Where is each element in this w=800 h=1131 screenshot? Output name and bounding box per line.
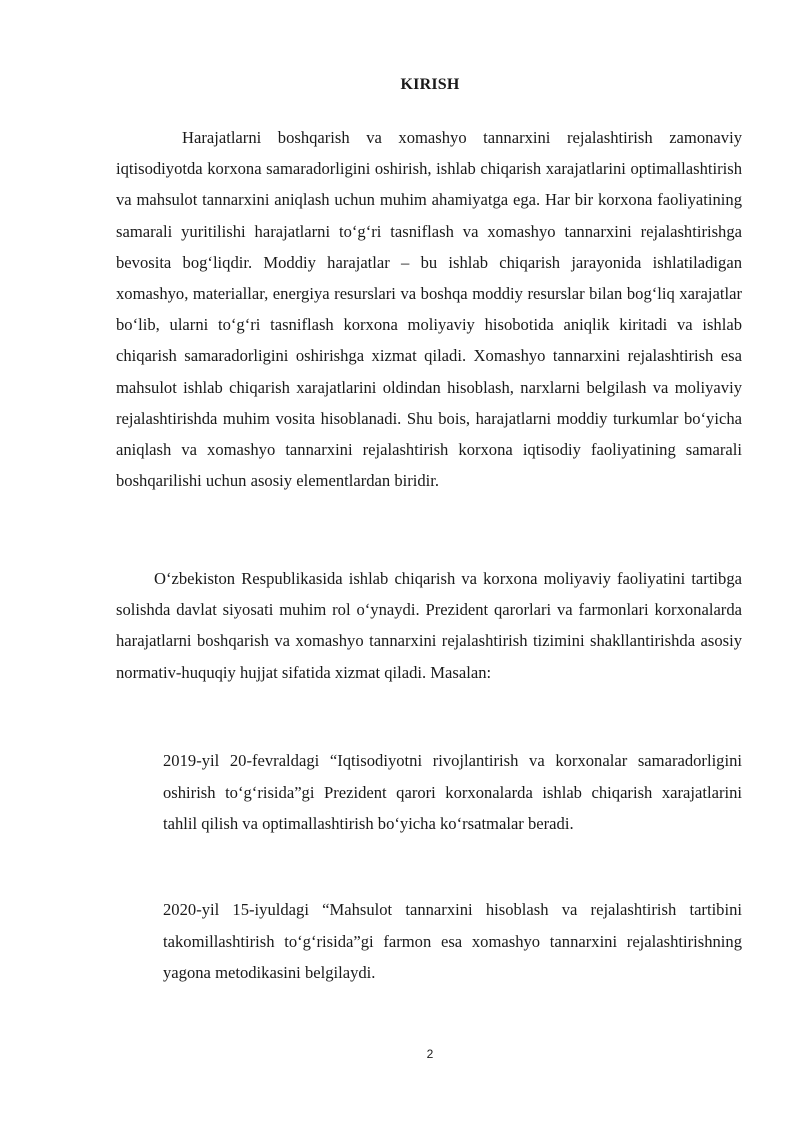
page-number: 2 [426,1047,434,1061]
intro-paragraph-2: O‘zbekiston Respublikasida ishlab chiqarish va korxona moliyaviy faoliyatini tartibga solishda davlat siyosati muhim rol o‘ynaydi. Prezident qarorlari va farmonlari korxonalarda harajatlarni boshqarish va xomashyo tannarxini rejalashtirish tizimini shakllantirishda asosiy normativ-huquqiy hujjat sifatida xizmat qiladi. Masalan: [116,569,742,682]
list-item: 2020-yil 15-iyuldagi “Mahsulot tannarxini hisoblash va rejalashtirish tartibini takomillashtirish to‘g‘risida”gi farmon esa xomashyo tannarxini rejalashtirishning yagona metodikasini belgilaydi. [163,900,742,983]
list-item: 2019-yil 20-fevraldagi “Iqtisodiyotni rivojlantirish va korxonalar samaradorligini oshirish to‘g‘risida”gi Prezident qarori korxonalarda ishlab chiqarish xarajatlarini tahlil qilish va optimallashtirish bo‘yicha ko‘rsatmalar beradi. [163,751,742,834]
intro-paragraph-1: Harajatlarni boshqarish va xomashyo tannarxini rejalashtirish zamonaviy iqtisodiyotda korxona samaradorligini oshirish, ishlab chiqarish xarajatlarini optimallashtirish va mahsulot tannarxini aniqlash uchun muhim ahamiyatga ega. Har bir korxona faoliyatining samarali yuritilishi harajatlarni to‘g‘ri tasniflash va xomashyo tannarxini rejalashtirishga bevosita bog‘liqdir. Moddiy harajatlar – bu ishlab chiqarish jarayonida ishlatiladigan xomashyo, materiallar, energiya resurslari va boshqa moddiy resurslar bilan bog‘liq xarajatlar bo‘lib, ularni to‘g‘ri tasniflash korxona moliyaviy hisobotida aniqlik kiritadi va ishlab chiqarish samaradorligini oshirishga xizmat qiladi. Xomashyo tannarxini rejalashtirish esa mahsulot ishlab chiqarish xarajatlarini oldindan hisoblash, narxlarni belgilash va moliyaviy rejalashtirishda muhim vosita hisoblanadi. Shu bois, harajatlarni moddiy turkumlar bo‘yicha aniqlash va xomashyo tannarxini rejalashtirish korxona iqtisodiy faoliyatining samarali boshqarilishi uchun asosiy elementlardan biridir. [116,128,742,491]
page-title: KIRISH [400,76,460,93]
